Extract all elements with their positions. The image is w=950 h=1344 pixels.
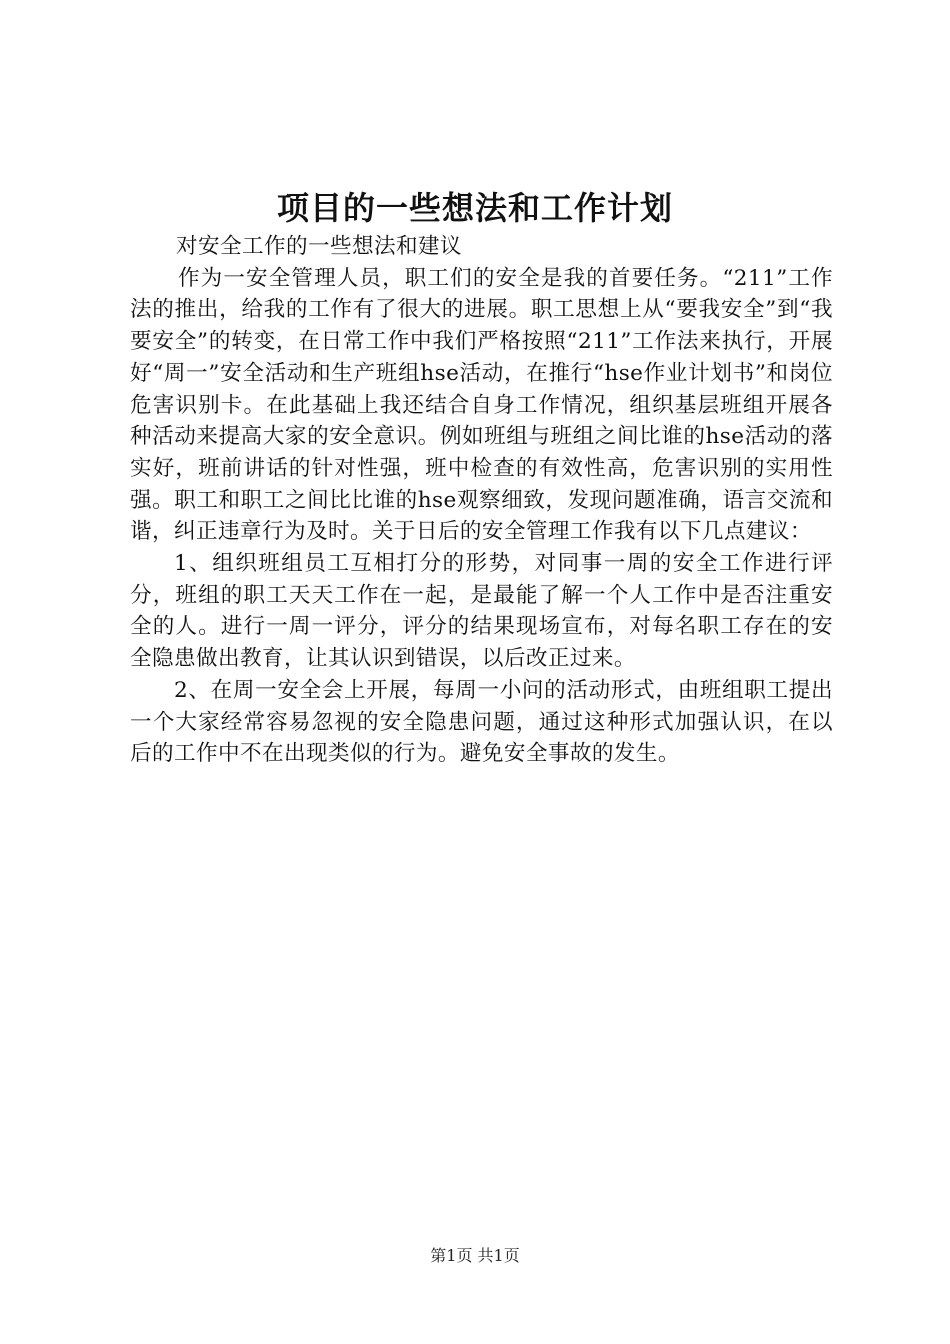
body-paragraph: 1、组织班组员工互相打分的形势，对同事一周的安全工作进行评分，班组的职工天天工作在一起，是最能了解一个人工作中是否注重安全的人。进行一周一评分，评分的结果现场宣布，对每名职工存在的安全隐患做出教育，让其认识到错误，以后改正过来。 (130, 551, 833, 672)
page-number-footer: 第1页 共1页 (430, 1246, 520, 1265)
document-title: 项目的一些想法和工作计划 (276, 189, 673, 227)
body-paragraph: 2、在周一安全会上开展，每周一小问的活动形式，由班组职工提出一个大家经常容易忽视的安全隐患问题，通过这种形式加强认识，在以后的工作中不在出现类似的行为。避免安全事故的发生。 (130, 677, 833, 767)
body-paragraph: 作为一安全管理人员，职工们的安全是我的首要任务。“211”工作法的推出，给我的工作有了很大的进展。职工思想上从“要我安全”到“我要安全”的转变，在日常工作中我们严格按照“211”工作法来执行，开展好“周一”安全活动和生产班组hse活动，在推行“hse作业计划书”和岗位危害识别卡。在此基础上我还结合自身工作情况，组织基层班组开展各种活动来提高大家的安全意识。例如班组与班组之间比谁的hse活动的落实好，班前讲话的针对性强，班中检查的有效性高，危害识别的实用性强。职工和职工之间比比谁的hse观察细致，发现问题准确，语言交流和谐，纠正违章行为及时。关于日后的安全管理工作我有以下几点建议： (130, 265, 833, 545)
document-subtitle: 对安全工作的一些想法和建议 (176, 234, 462, 259)
document-body (130, 231, 833, 770)
